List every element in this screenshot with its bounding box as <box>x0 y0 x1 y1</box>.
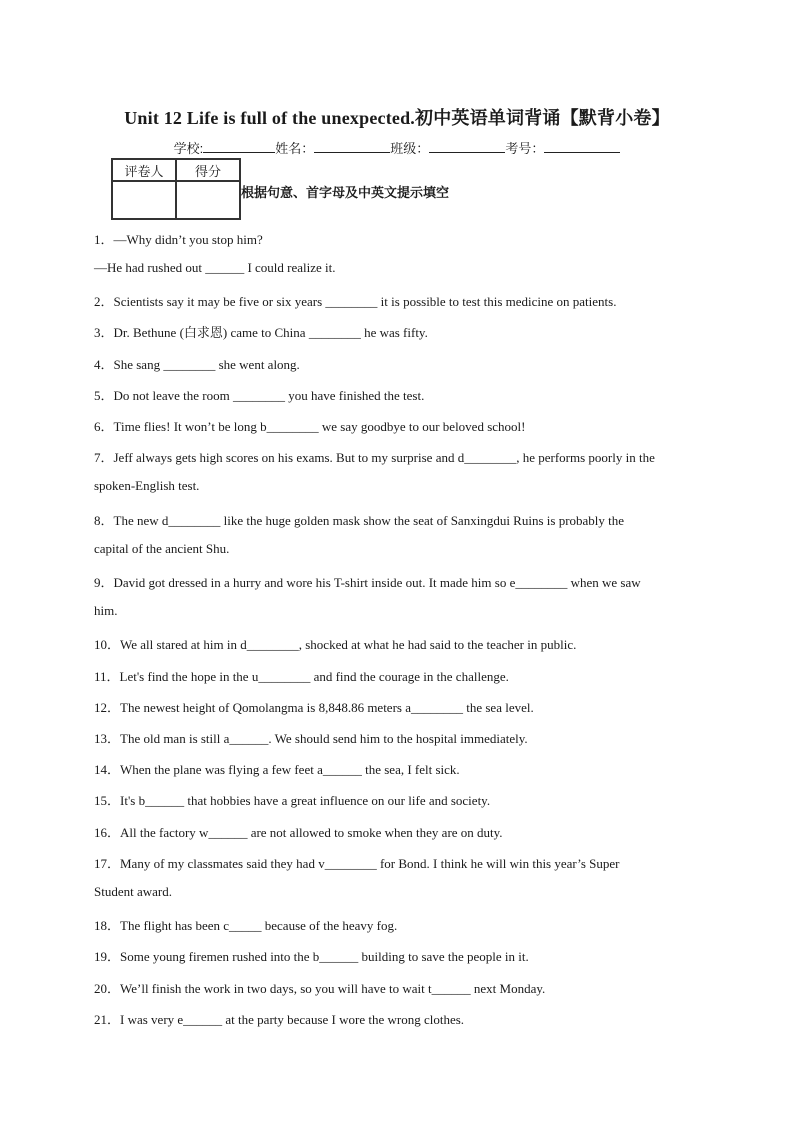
question-line: 5．Do not leave the room ________ you have finished the test. <box>94 388 425 403</box>
school-label: 学校: <box>173 141 204 156</box>
name-label: 姓名： <box>275 141 315 156</box>
question-line: 19．Some young firemen rushed into the b______ building to save the people in it. <box>94 949 529 964</box>
question-line: 17．Many of my classmates said they had v________ for Bond. I think he will win this year’s Super <box>94 856 620 871</box>
question-line: 15．It's b______ that hobbies have a great influence on our life and society. <box>94 793 491 808</box>
student-info-line <box>0 138 794 157</box>
question-line: 3．Dr. Bethune (白求恩) came to China ________ he was fifty. <box>94 325 428 340</box>
class-blank <box>429 140 505 153</box>
grader-header: 评卷人 <box>112 159 176 181</box>
school-blank <box>203 140 275 153</box>
question-line: 14．When the plane was flying a few feet a______ the sea, I felt sick. <box>94 762 460 777</box>
question-line: spoken-English test. <box>94 478 200 493</box>
grader-cell <box>112 181 176 219</box>
question-line: 20．We’ll finish the work in two days, so you will have to wait t______ next Monday. <box>94 981 546 996</box>
question-line: capital of the ancient Shu. <box>94 541 230 556</box>
question-line: 13．The old man is still a______. We should send him to the hospital immediately. <box>94 731 528 746</box>
question-line: 2．Scientists say it may be five or six years ________ it is possible to test this medicine on patients. <box>94 294 617 309</box>
question-line: 16．All the factory w______ are not allowed to smoke when they are on duty. <box>94 825 503 840</box>
question-line: 18．The flight has been c_____ because of the heavy fog. <box>94 918 398 933</box>
question-line: 7．Jeff always gets high scores on his exams. But to my surprise and d________, he performs poorly in the <box>94 450 655 465</box>
question-line: 9．David got dressed in a hurry and wore his T-shirt inside out. It made him so e________ when we saw <box>94 575 641 590</box>
score-cell <box>176 181 240 219</box>
question-line: 8．The new d________ like the huge golden mask show the seat of Sanxingdui Ruins is probably the <box>94 513 625 528</box>
question-line: 12．The newest height of Qomolangma is 8,848.86 meters a________ the sea level. <box>94 700 534 715</box>
question-line: 4．She sang ________ she went along. <box>94 357 300 372</box>
score-table <box>111 158 241 220</box>
number-blank <box>544 140 620 153</box>
question-line: 1．—Why didn’t you stop him? <box>94 232 263 247</box>
question-line: —He had rushed out ______ I could realize it. <box>94 260 336 275</box>
question-line: 6．Time flies! It won’t be long b________ we say goodbye to our beloved school! <box>94 419 526 434</box>
question-line: 21．I was very e______ at the party because I wore the wrong clothes. <box>94 1012 465 1027</box>
question-line: him. <box>94 603 118 618</box>
score-header: 得分 <box>176 159 240 181</box>
class-label: 班级： <box>390 141 430 156</box>
question-line: 10．We all stared at him in d________, shocked at what he had said to the teacher in public. <box>94 637 577 652</box>
question-line: 11．Let's find the hope in the u________ and find the courage in the challenge. <box>94 669 509 684</box>
question-line: Student award. <box>94 884 172 899</box>
number-label: 考号： <box>505 141 545 156</box>
page-title: Unit 12 Life is full of the unexpected.初中英语单词背诵【默背小卷】 <box>124 108 670 128</box>
name-blank <box>314 140 390 153</box>
section-instruction: 根据句意、首字母及中英文提示填空 <box>241 185 450 200</box>
